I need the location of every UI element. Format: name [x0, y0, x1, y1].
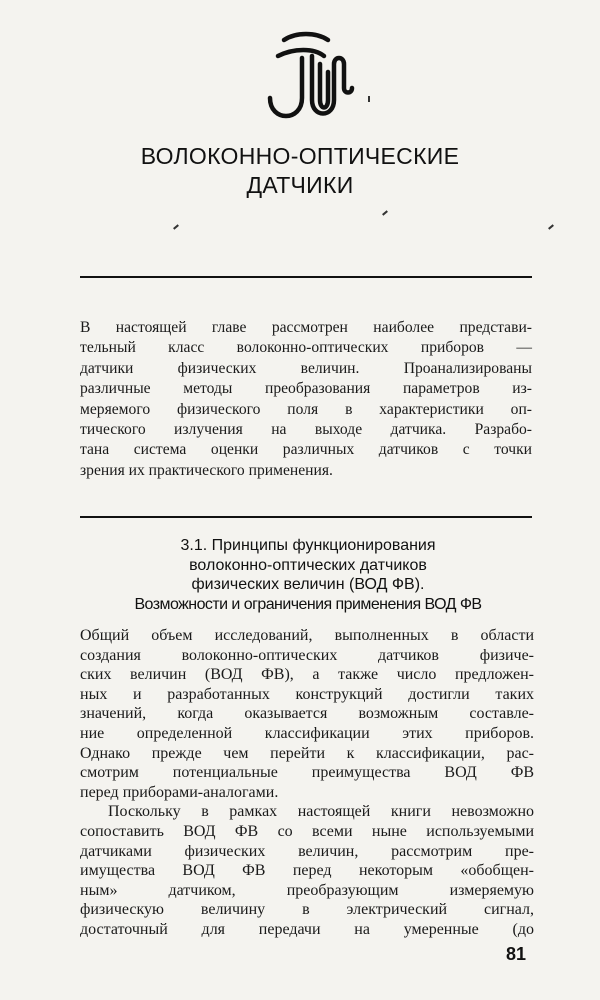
- abstract-line: меряемого физического поля в характеристики оп-: [80, 400, 532, 418]
- paragraph-line: сопоставить ВОД ФВ со всеми ныне используемыми: [80, 822, 534, 840]
- abstract-line: различные методы преобразования параметров из-: [80, 380, 532, 398]
- abstract-line: В настоящей главе рассмотрен наиболее представи-: [80, 319, 532, 336]
- paragraph-line: создания волоконно-оптических датчиков физиче-: [80, 646, 534, 664]
- print-speck: [548, 224, 554, 229]
- abstract-line: датчики физических величин. Проанализированы: [80, 359, 532, 377]
- page-number: 81: [506, 944, 527, 964]
- chapter-number-emblem: [262, 18, 362, 128]
- paragraph-line: датчиками физических величин, рассмотрим пре-: [80, 842, 534, 860]
- paragraph-line: перед приборами-аналогами.: [80, 783, 279, 801]
- paragraph-line: ние определенной классификации этих приборов.: [80, 724, 534, 742]
- paragraph-line: физическую величину в электрический сигнал,: [80, 901, 534, 919]
- paragraph-line: ных и разработанных конструкций достигли таких: [80, 685, 534, 703]
- paragraph-line: смотрим потенциальные преимущества ВОД ФВ: [80, 764, 534, 782]
- paragraph-line: Однако прежде чем перейти к классификации, рас-: [80, 744, 534, 762]
- paragraph-line: достаточный для передачи на умеренные (до: [80, 920, 534, 938]
- abstract-line: тического излучения на выходе датчика. Разрабо-: [80, 421, 532, 439]
- abstract-line: тана система оценки различных датчиков с точки: [80, 441, 532, 459]
- paragraph-line: Поскольку в рамках настоящей книги невозможно: [108, 803, 534, 821]
- chapter-title-line: ВОЛОКОННО-ОПТИЧЕСКИЕ: [140, 143, 460, 169]
- top-divider: [80, 276, 532, 278]
- abstract-line: зрения их практического применения.: [80, 461, 333, 479]
- print-speck: [382, 210, 388, 215]
- paragraph-line: Общий объем исследований, выполненных в области: [80, 627, 534, 644]
- section-heading-line: 3.1. Принципы функционирования: [180, 537, 436, 554]
- chapter-abstract: [80, 318, 532, 481]
- paragraph-line: ным» датчиком, преобразующим измеряемую: [80, 881, 534, 899]
- paragraph-line: значений, когда оказывается возможным составле-: [80, 705, 534, 723]
- print-speck: [173, 224, 179, 229]
- abstract-line: тельный класс волоконно-оптических приборов —: [80, 339, 532, 357]
- chapter-title: [0, 142, 600, 200]
- body-text: [80, 626, 534, 940]
- section-heading-line: волоконно-оптических датчиков: [189, 556, 427, 574]
- section-divider: [80, 516, 532, 518]
- print-speck: [368, 96, 370, 102]
- paragraph-line: имущества ВОД ФВ перед некоторым «обобщен-: [80, 862, 534, 880]
- section-heading: [80, 536, 536, 614]
- section-heading-line: физических величин (ВОД ФВ).: [191, 576, 425, 593]
- section-heading-line: Возможности и ограничения применения ВОД ФВ: [134, 595, 482, 613]
- chapter-title-line: ДАТЧИКИ: [246, 172, 354, 198]
- paragraph-line: ских величин (ВОД ФВ), а также число предложен-: [80, 666, 534, 684]
